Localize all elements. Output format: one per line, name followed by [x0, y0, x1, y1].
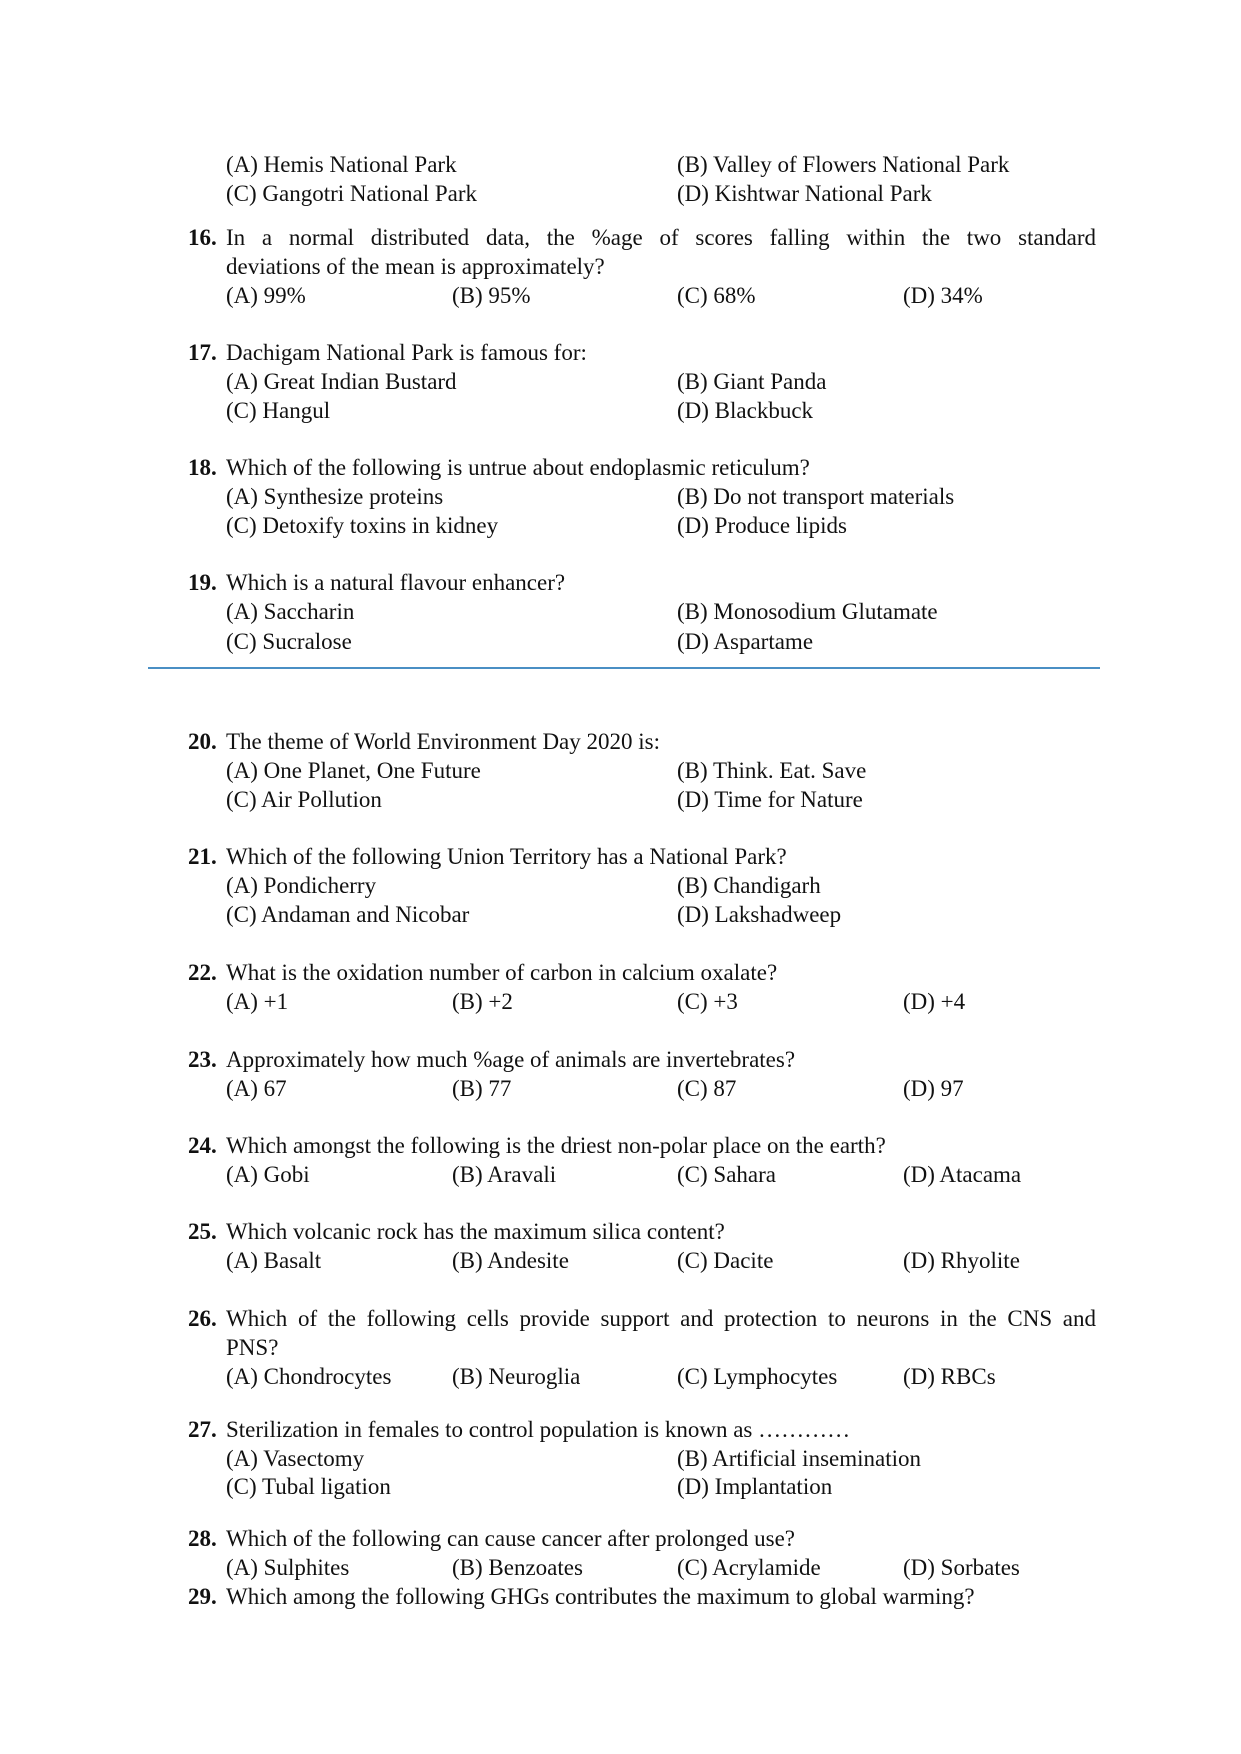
question-text: Which amongst the following is the driest non-polar place on the earth? [226, 1133, 886, 1158]
question-text: Sterilization in females to control population is known as ………… [226, 1417, 851, 1442]
question-text: Which of the following is untrue about endoplasmic reticulum? [226, 455, 810, 480]
question-text: Which of the following can cause cancer after prolonged use? [226, 1526, 795, 1551]
option-d: (D) Time for Nature [677, 787, 863, 812]
option-d: (D) Atacama [903, 1162, 1022, 1187]
option-a: (A) Chondrocytes [226, 1364, 392, 1389]
question-number: 21. [188, 844, 217, 869]
option-c: (C) Gangotri National Park [226, 181, 478, 206]
option-a: (A) Sulphites [226, 1555, 350, 1580]
question-number: 28. [188, 1526, 217, 1551]
option-a: (A) Synthesize proteins [226, 484, 444, 509]
question-text-cont: deviations of the mean is approximately? [226, 254, 605, 279]
option-a: (A) Basalt [226, 1248, 322, 1273]
option-b: (B) Valley of Flowers National Park [677, 152, 1010, 177]
option-a: (A) Hemis National Park [226, 152, 457, 177]
option-d: (D) 34% [903, 283, 983, 308]
option-a: (A) Great Indian Bustard [226, 369, 457, 394]
option-a: (A) Pondicherry [226, 873, 377, 898]
option-b: (B) Giant Panda [677, 369, 827, 394]
option-b: (B) 95% [452, 283, 531, 308]
question-text: Which of the following Union Territory has a National Park? [226, 844, 787, 869]
question-number: 17. [188, 340, 217, 365]
option-b: (B) +2 [452, 989, 513, 1014]
question-number: 26. [188, 1306, 217, 1331]
question-text: The theme of World Environment Day 2020 is: [226, 729, 661, 754]
question-number: 29. [188, 1584, 217, 1609]
option-d: (D) 97 [903, 1076, 964, 1101]
question-text: Which volcanic rock has the maximum silica content? [226, 1219, 725, 1244]
option-b: (B) Do not transport materials [677, 484, 955, 509]
option-c: (C) Air Pollution [226, 787, 382, 812]
option-a: (A) +1 [226, 989, 289, 1014]
option-c: (C) Lymphocytes [677, 1364, 838, 1389]
option-a: (A) One Planet, One Future [226, 758, 481, 783]
option-c: (C) Sucralose [226, 629, 352, 654]
option-b: (B) Think. Eat. Save [677, 758, 867, 783]
option-d: (D) Blackbuck [677, 398, 814, 423]
option-d: (D) Aspartame [677, 629, 814, 654]
question-number: 27. [188, 1417, 217, 1442]
option-d: (D) Lakshadweep [677, 902, 842, 927]
question-number: 18. [188, 455, 217, 480]
question-text: Which of the following cells provide support and protection to neurons in the CNS and [226, 1306, 1096, 1331]
option-c: (C) +3 [677, 989, 738, 1014]
question-number: 24. [188, 1133, 217, 1158]
option-b: (B) Monosodium Glutamate [677, 599, 938, 624]
option-b: (B) 77 [452, 1076, 512, 1101]
option-d: (D) Implantation [677, 1474, 833, 1499]
option-c: (C) Andaman and Nicobar [226, 902, 470, 927]
option-c: (C) Sahara [677, 1162, 776, 1187]
question-number: 23. [188, 1047, 217, 1072]
question-number: 22. [188, 960, 217, 985]
option-d: (D) RBCs [903, 1364, 996, 1389]
option-d: (D) Sorbates [903, 1555, 1020, 1580]
option-d: (D) +4 [903, 989, 966, 1014]
option-c: (C) Hangul [226, 398, 331, 423]
question-text: Which is a natural flavour enhancer? [226, 570, 566, 595]
option-b: (B) Artificial insemination [677, 1446, 922, 1471]
option-d: (D) Produce lipids [677, 513, 847, 538]
option-d: (D) Kishtwar National Park [677, 181, 932, 206]
option-b: (B) Neuroglia [452, 1364, 581, 1389]
option-b: (B) Chandigarh [677, 873, 821, 898]
question-text: What is the oxidation number of carbon in calcium oxalate? [226, 960, 778, 985]
question-text: Dachigam National Park is famous for: [226, 340, 587, 365]
question-number: 25. [188, 1219, 217, 1244]
question-text: In a normal distributed data, the %age of scores falling within the two standard [226, 225, 1096, 250]
option-a: (A) Saccharin [226, 599, 355, 624]
option-c: (C) Acrylamide [677, 1555, 821, 1580]
question-number: 20. [188, 729, 217, 754]
question-number: 19. [188, 570, 217, 595]
question-text: Approximately how much %age of animals are invertebrates? [226, 1047, 796, 1072]
option-c: (C) 68% [677, 283, 756, 308]
option-c: (C) 87 [677, 1076, 737, 1101]
question-text: Which among the following GHGs contributes the maximum to global warming? [226, 1584, 975, 1609]
option-c: (C) Tubal ligation [226, 1474, 391, 1499]
option-c: (C) Dacite [677, 1248, 774, 1273]
option-a: (A) 67 [226, 1076, 287, 1101]
option-a: (A) Vasectomy [226, 1446, 365, 1471]
section-divider [148, 667, 1100, 669]
question-text-cont: PNS? [226, 1335, 279, 1360]
question-number: 16. [188, 225, 217, 250]
option-a: (A) 99% [226, 283, 306, 308]
option-d: (D) Rhyolite [903, 1248, 1020, 1273]
option-b: (B) Aravali [452, 1162, 557, 1187]
option-a: (A) Gobi [226, 1162, 310, 1187]
option-b: (B) Benzoates [452, 1555, 583, 1580]
option-b: (B) Andesite [452, 1248, 569, 1273]
option-c: (C) Detoxify toxins in kidney [226, 513, 499, 538]
